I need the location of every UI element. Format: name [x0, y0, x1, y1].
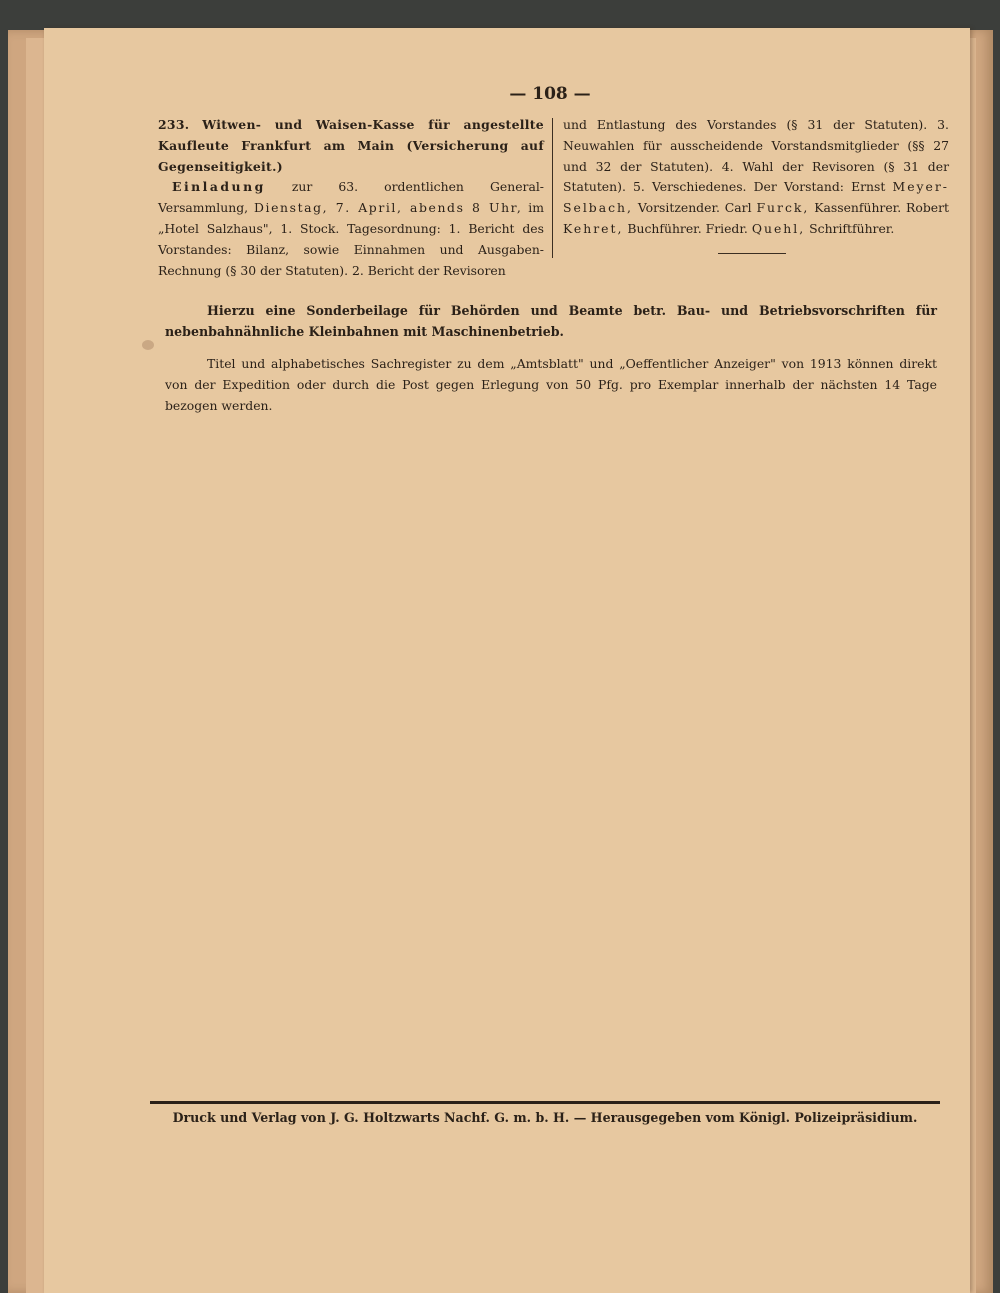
footer-rule	[150, 1101, 940, 1104]
supplement-notice	[165, 300, 937, 342]
board-role-3: Buchführer. Friedr.	[627, 220, 748, 236]
paper-stain	[142, 340, 154, 350]
section-end-rule	[718, 253, 786, 254]
board-role-1: Vorsitzender. Carl	[637, 200, 752, 216]
imprint-footer: Druck und Verlag von J. G. Holtzwarts Nachf. G. m. b. H. — Herausgegeben vom Königl. Polizeipräsidium.	[172, 1110, 918, 1125]
board-role-2: Kassenführer. Robert	[814, 200, 949, 216]
entry-number: 233.	[158, 117, 190, 132]
meeting-date: Dienstag, 7. April, abends 8 Uhr,	[254, 200, 523, 216]
agenda-text: im „Hotel Salzhaus", 1. Stock. Tagesordnung: 1. Bericht des Vorstandes: Bilanz, sowie Einnahmen und Ausgaben-Rechnung (§ 30 der Statuten). 2. Bericht der Revisoren	[158, 200, 544, 278]
board-name-2: Furck,	[756, 200, 810, 216]
right-column	[563, 115, 949, 240]
register-notice	[165, 354, 937, 416]
board-role-4: Schriftführer.	[809, 220, 895, 236]
invitation-text: zur 63. ordentlichen General-Versammlung,	[158, 179, 544, 216]
left-column	[158, 115, 544, 281]
supplement-notice-text: Hierzu eine Sonderbeilage für Behörden und Beamte betr. Bau- und Betriebsvorschriften für nebenbahnähnliche Kleinbahnen mit Maschinenbetrieb.	[165, 303, 937, 339]
agenda-continued: und Entlastung des Vorstandes (§ 31 der Statuten). 3. Neuwahlen für ausscheidende Vorstandsmitglieder (§§ 27 und 32 der Statuten). 4. Wahl der Revisoren (§ 31 der Statuten). 5. Verschiedenes. Der Vorstand: Ernst	[563, 117, 949, 195]
board-name-3: Kehret,	[563, 220, 624, 236]
register-notice-text: Titel und alphabetisches Sachregister zu dem „Amtsblatt" und „Oeffentlicher Anzeiger" von 1913 können direkt von der Expedition oder durch die Post gegen Erlegung von 50 Pfg. pro Exemplar innerhalb der nächsten 14 Tage bezogen werden.	[165, 356, 937, 413]
invitation-word: Einladung	[172, 179, 266, 195]
board-name-4: Quehl,	[751, 220, 806, 236]
page-number: — 108 —	[509, 84, 591, 104]
board-name-1: Meyer-Selbach,	[563, 179, 949, 216]
entry-title: Witwen- und Waisen-Kasse für angestellte Kaufleute Frankfurt am Main (Versicherung auf Gegenseitigkeit.)	[158, 117, 544, 174]
column-divider	[552, 118, 553, 258]
